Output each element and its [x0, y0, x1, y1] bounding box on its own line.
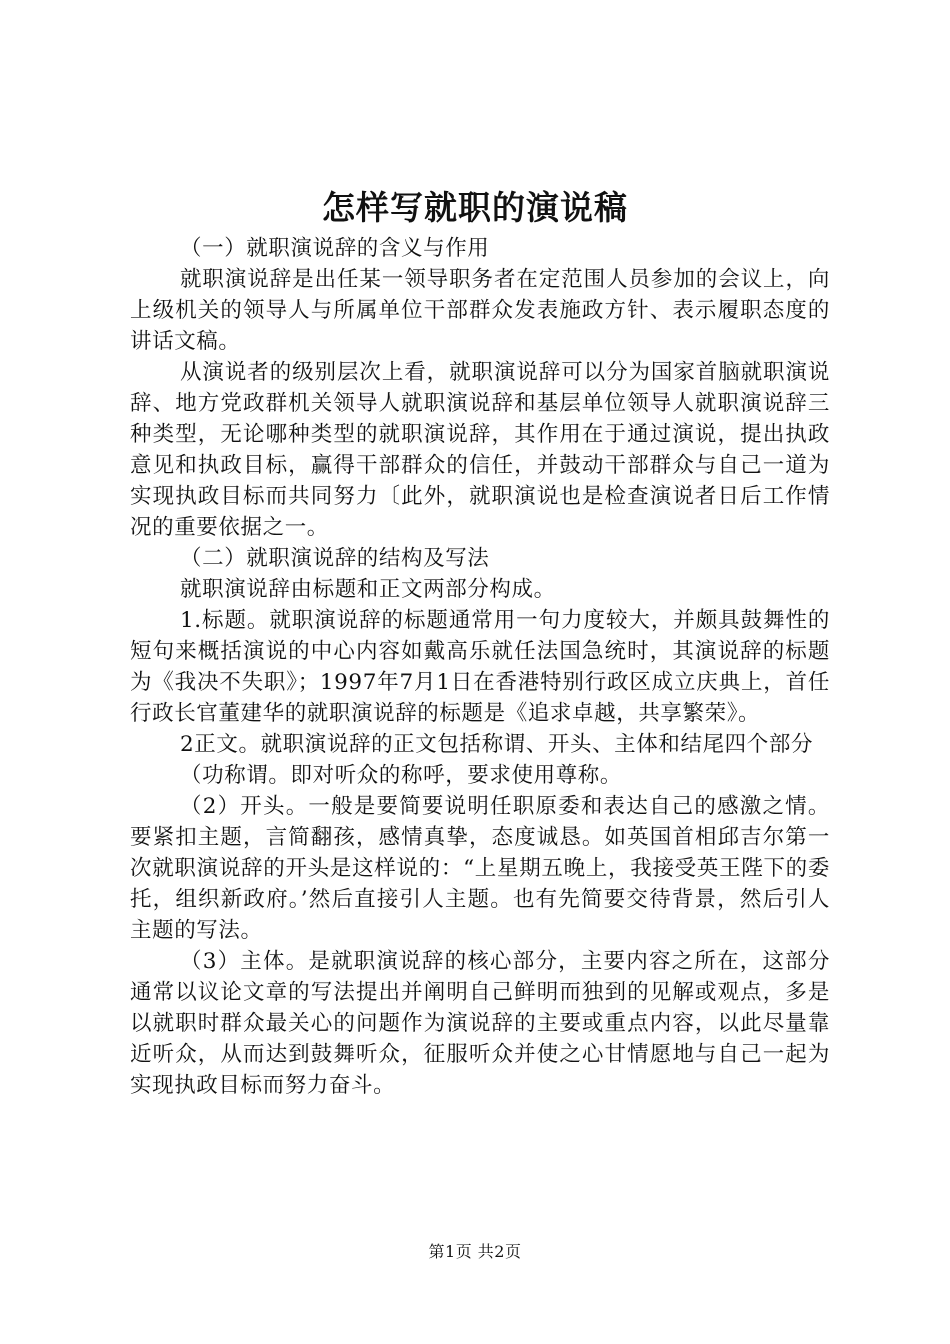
body-paragraph: 从演说者的级别层次上看，就职演说辞可以分为国家首脑就职演说辞、地方党政群机关领导人就职演说辞和基层单位领导人就职演说辞三种类型，无论哪种类型的就职演说辞，其作用在于通过演说，提出执政意见和执政目标，赢得干部群众的信任，并鼓动干部群众与自己一道为实现执政目标而共同努力〔此外，就职演说也是检查演说者日后工作情况的重要依据之一。 [130, 360, 830, 540]
section-heading: （一）就职演说辞的含义与作用 [180, 236, 490, 261]
body-paragraph: 就职演说辞由标题和正文两部分构成。 [180, 577, 556, 602]
document-body [130, 233, 830, 1101]
body-paragraph: 2正文。就职演说辞的正文包括称谓、开头、主体和结尾四个部分 [180, 732, 814, 757]
body-paragraph: （功称谓。即对听众的称呼，要求使用尊称。 [180, 763, 623, 788]
document-title: 怎样写就职的演说稿 [322, 188, 628, 227]
body-paragraph: （2）开头。一般是要简要说明任职原委和表达自己的感激之情。要紧扣主题，言简翻孩，感情真挚，态度诚恳。如英国首相邱吉尔第一次就职演说辞的开头是这样说的：“上星期五晚上，我接受英王陛下的委托，组织新政府。’然后直接引人主题。也有先简要交待背景，然后引人主题的写法。 [130, 794, 830, 943]
section-heading: （二）就职演说辞的结构及写法 [180, 546, 490, 571]
body-paragraph: 1.标题。就职演说辞的标题通常用一句力度较大，并颇具鼓舞性的短句来概括演说的中心内容如戴高乐就任法国急统时，其演说辞的标题为《我决不失职》；1997年7月1日在香港特别行政区成立庆典上，首任行政长官董建华的就职演说辞的标题是《追求卓越，共享繁荣》。 [130, 608, 830, 726]
body-paragraph: （3）主体。是就职演说辞的核心部分，主要内容之所在，这部分通常以议论文章的写法提出并阐明自己鲜明而独到的见解或观点，多是以就职时群众最关心的问题作为演说辞的主要或重点内容，以此尽量靠近听众，从而达到鼓舞听众，征服听众并使之心甘情愿地与自己一起为实现执政目标而努力奋斗。 [130, 949, 830, 1098]
page-number-footer: 第1页 共2页 [428, 1242, 522, 1261]
body-paragraph: 就职演说辞是出任某一领导职务者在定范围人员参加的会议上，向上级机关的领导人与所属单位干部群众发表施政方针、表示履职态度的讲话文稿。 [130, 267, 830, 354]
